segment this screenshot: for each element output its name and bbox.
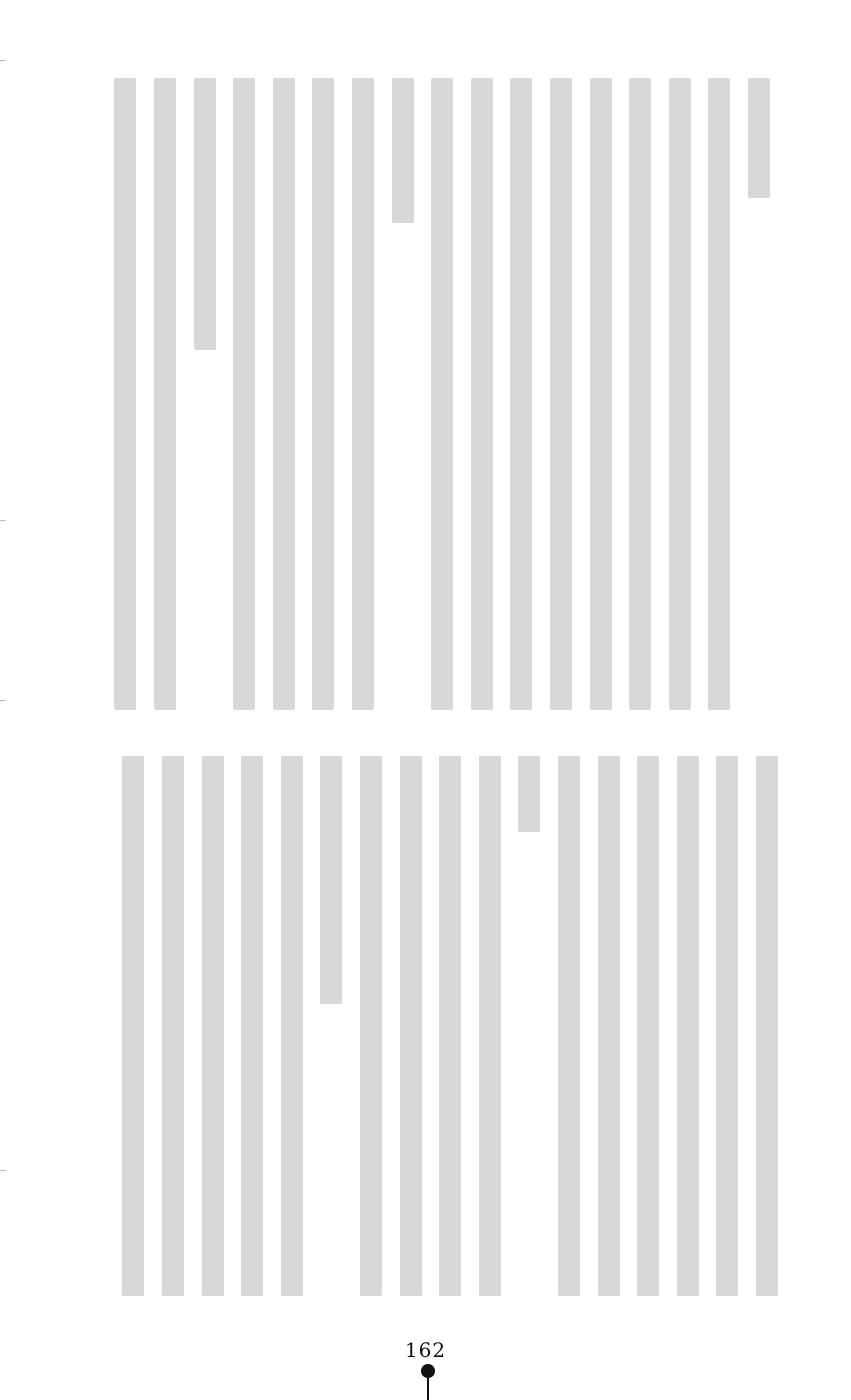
redacted-text-column: [518, 756, 540, 832]
redacted-text-column: [154, 78, 176, 710]
redacted-text-column: [716, 756, 738, 1296]
redacted-text-column: [281, 756, 303, 1296]
redacted-text-column: [431, 78, 453, 710]
page-number: 162: [404, 1338, 447, 1362]
redacted-text-column: [194, 78, 216, 350]
folio-rule: [427, 1376, 429, 1400]
redacted-text-column: [471, 78, 493, 710]
redacted-text-column: [352, 78, 374, 710]
redacted-text-column: [241, 756, 263, 1296]
redacted-text-column: [312, 78, 334, 710]
redacted-text-column: [510, 78, 532, 710]
redacted-text-column: [756, 756, 778, 1296]
redacted-text-column: [629, 78, 651, 710]
redacted-text-column: [400, 756, 422, 1296]
redacted-text-column: [479, 756, 501, 1296]
redacted-text-column: [114, 78, 136, 710]
redacted-text-column: [202, 756, 224, 1296]
redacted-text-column: [677, 756, 699, 1296]
redacted-text-column: [162, 756, 184, 1296]
redacted-text-column: [598, 756, 620, 1296]
redacted-text-column: [590, 78, 612, 710]
edge-mark: [0, 60, 6, 61]
edge-mark: [0, 1170, 6, 1171]
redacted-text-column: [550, 78, 572, 710]
redacted-text-column: [558, 756, 580, 1296]
redacted-text-column: [122, 756, 144, 1296]
redacted-text-column: [360, 756, 382, 1296]
redacted-text-column: [273, 78, 295, 710]
edge-mark: [0, 700, 6, 701]
redacted-text-column: [748, 78, 770, 198]
redacted-text-column: [392, 78, 414, 223]
redacted-text-column: [708, 78, 730, 710]
edge-mark: [0, 520, 6, 521]
redacted-text-column: [439, 756, 461, 1296]
redacted-text-column: [637, 756, 659, 1296]
redacted-text-column: [669, 78, 691, 710]
redacted-text-column: [320, 756, 342, 1004]
redacted-text-column: [233, 78, 255, 710]
